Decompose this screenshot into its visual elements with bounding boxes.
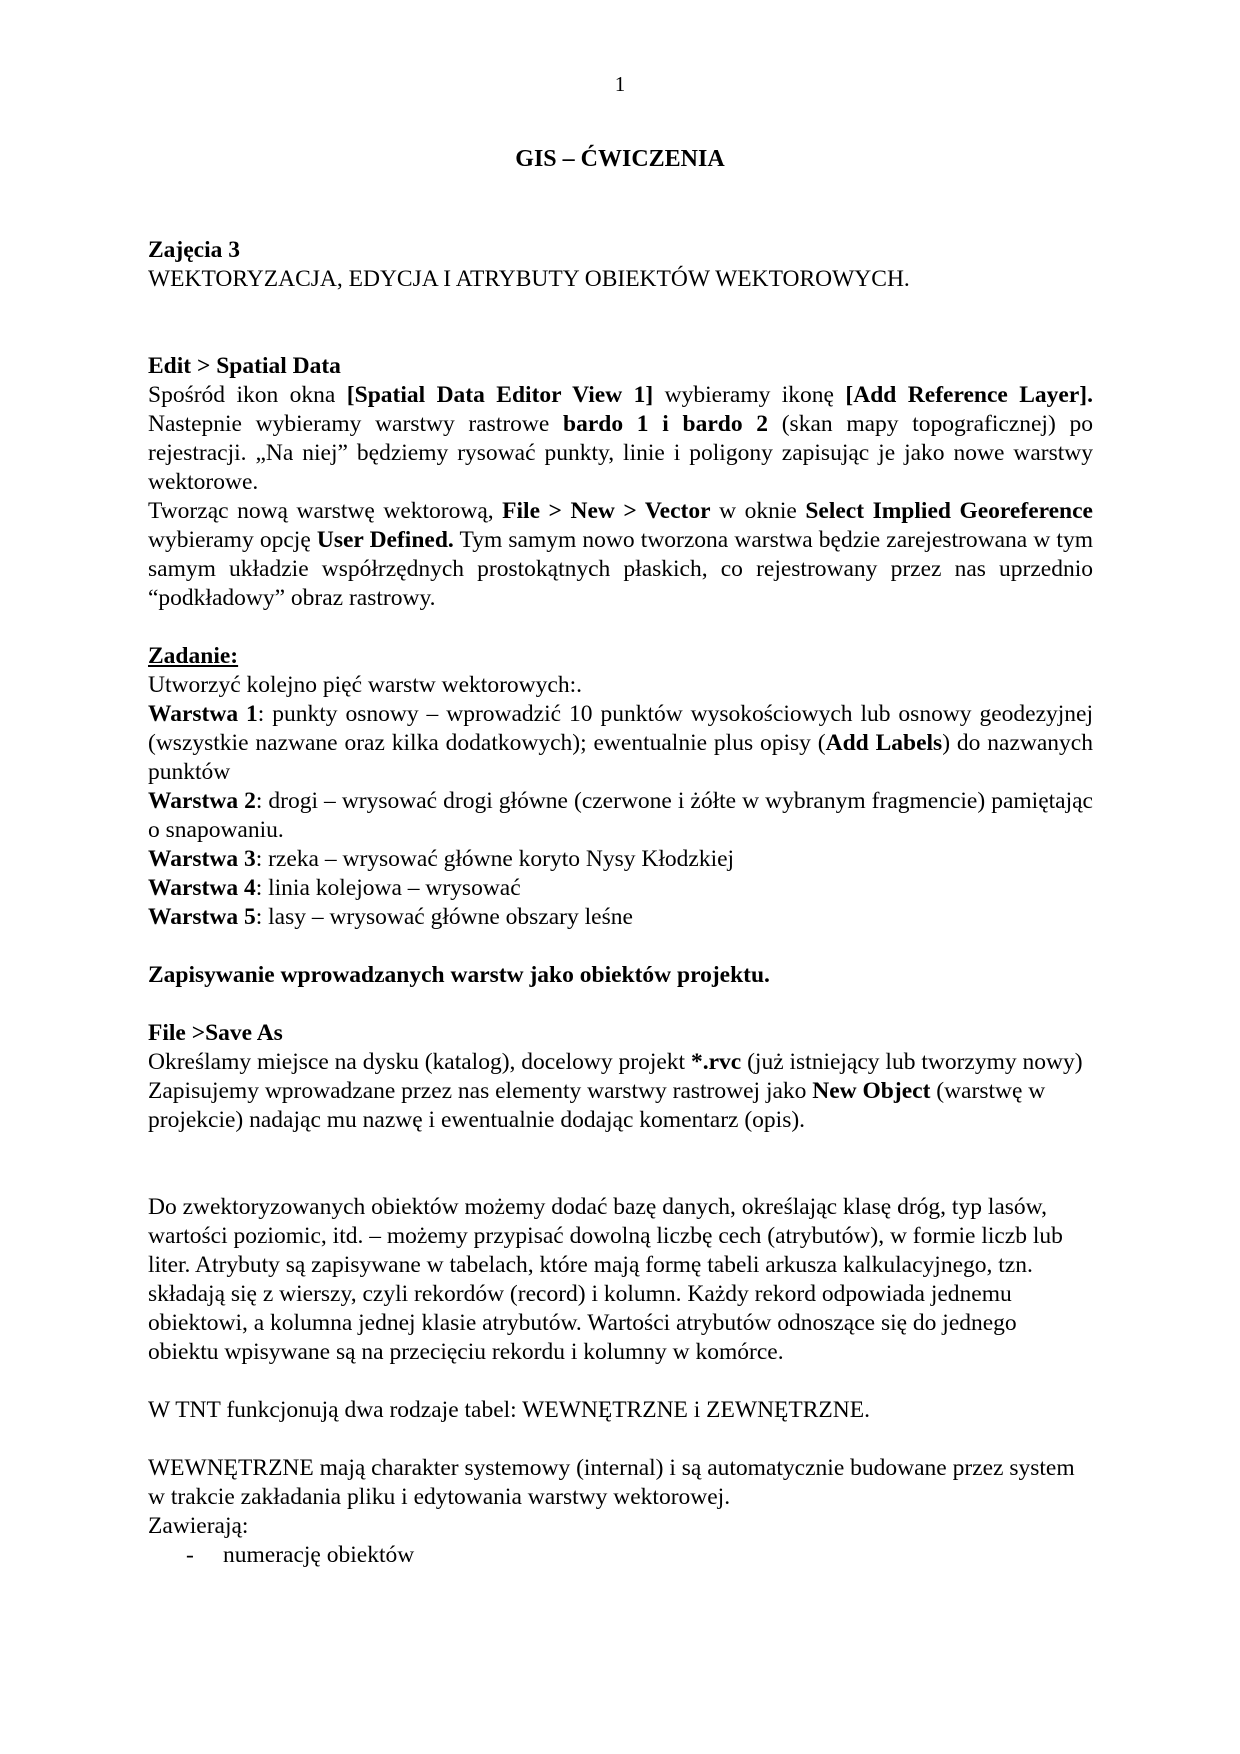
contains-label: Zawierają: [148, 1513, 249, 1539]
lesson-subtitle: WEKTORYZACJA, EDYCJA I ATRYBUTY OBIEKTÓW WEKTOROWYCH. [148, 266, 910, 292]
task-layer-4: Warstwa 4: linia kolejowa – wrysować [148, 875, 521, 901]
internal-tables-paragraph: WEWNĘTRZNE mają charakter systemowy (internal) i są automatycznie budowane przez system w trakcie zakładania pliku i edytowania warstwy wektorowej. [148, 1455, 1075, 1510]
attributes-paragraph: Do zwektoryzowanych obiektów możemy dodać bazę danych, określając klasę dróg, typ lasów, wartości poziomic, itd. – możemy przypisać dowolną liczbę cech (atrybutów), w formie liczb lub liter. Atrybuty są zapisywane w tabelach, które mają formę tabeli arkusza kalkulacyjnego, tzn. składają się z wierszy, czyli rekordów (record) i kolumn. Każdy rekord odpowiada jednemu obiektowi, a kolumna jednej klasie atrybutów. Wartości atrybutów odnoszące się do jednego obiektu wpisywane są na przecięciu rekordu i kolumny w komórce. [148, 1194, 1063, 1365]
spatial-data-heading: Edit > Spatial Data [148, 353, 341, 379]
tnt-tables-paragraph: W TNT funkcjonują dwa rodzaje tabel: WEWNĘTRZNE i ZEWNĘTRZNE. [148, 1397, 870, 1423]
list-item: - numerację obiektów [186, 1542, 415, 1568]
document-body [148, 236, 1093, 1570]
lesson-heading: Zajęcia 3 [148, 237, 241, 263]
file-save-as-heading: File >Save As [148, 1020, 283, 1046]
task-heading: Zadanie: [148, 643, 239, 669]
spatial-paragraph-1: Spośród ikon okna [Spatial Data Editor View 1] wybieramy ikonę [Add Reference Layer]. Nastepnie wybieramy warstwy rastrowe bardo 1 i bardo 2 (skan mapy topograficznej) po rejestracji. „Na niej” będziemy rysować punkty, linie i poligony zapisując je jako nowe warstwy wektorowe. [148, 382, 1093, 495]
list-dash: - [186, 1542, 194, 1568]
saving-paragraph-2: Zapisujemy wprowadzane przez nas elementy warstwy rastrowej jako New Object (warstwę w projekcie) nadając mu nazwę i ewentualnie dodając komentarz (opis). [148, 1078, 1046, 1133]
contains-list [148, 1541, 1093, 1570]
document-title: GIS – ĆWICZENIA [515, 146, 725, 172]
task-layer-2: Warstwa 2: drogi – wrysować drogi główne (czerwone i żółte w wybranym fragmencie) pamiętając o snapowaniu. [148, 788, 1093, 843]
task-intro: Utworzyć kolejno pięć warstw wektorowych:. [148, 672, 582, 698]
task-layer-5: Warstwa 5: lasy – wrysować główne obszary leśne [148, 904, 633, 930]
task-layer-1: Warstwa 1: punkty osnowy – wprowadzić 10 punktów wysokościowych lub osnowy geodezyjnej (wszystkie nazwane oraz kilka dodatkowych); ewentualnie plus opisy (Add Labels) do nazwanych punktów [148, 701, 1094, 785]
task-layer-3: Warstwa 3: rzeka – wrysować główne koryto Nysy Kłodzkiej [148, 846, 735, 872]
saving-heading: Zapisywanie wprowadzanych warstw jako obiektów projektu. [148, 962, 770, 988]
saving-paragraph-1: Określamy miejsce na dysku (katalog), docelowy projekt *.rvc (już istniejący lub tworzymy nowy) [148, 1049, 1083, 1075]
page-number: 1 [614, 72, 626, 96]
spatial-paragraph-2: Tworząc nową warstwę wektorową, File > New > Vector w oknie Select Implied Georeference wybieramy opcję User Defined. Tym samym nowo tworzona warstwa będzie zarejestrowana w tym samym układzie współrzędnych prostokątnych płaskich, co rejestrowany przez nas uprzednio “podkładowy” obraz rastrowy. [148, 498, 1093, 611]
